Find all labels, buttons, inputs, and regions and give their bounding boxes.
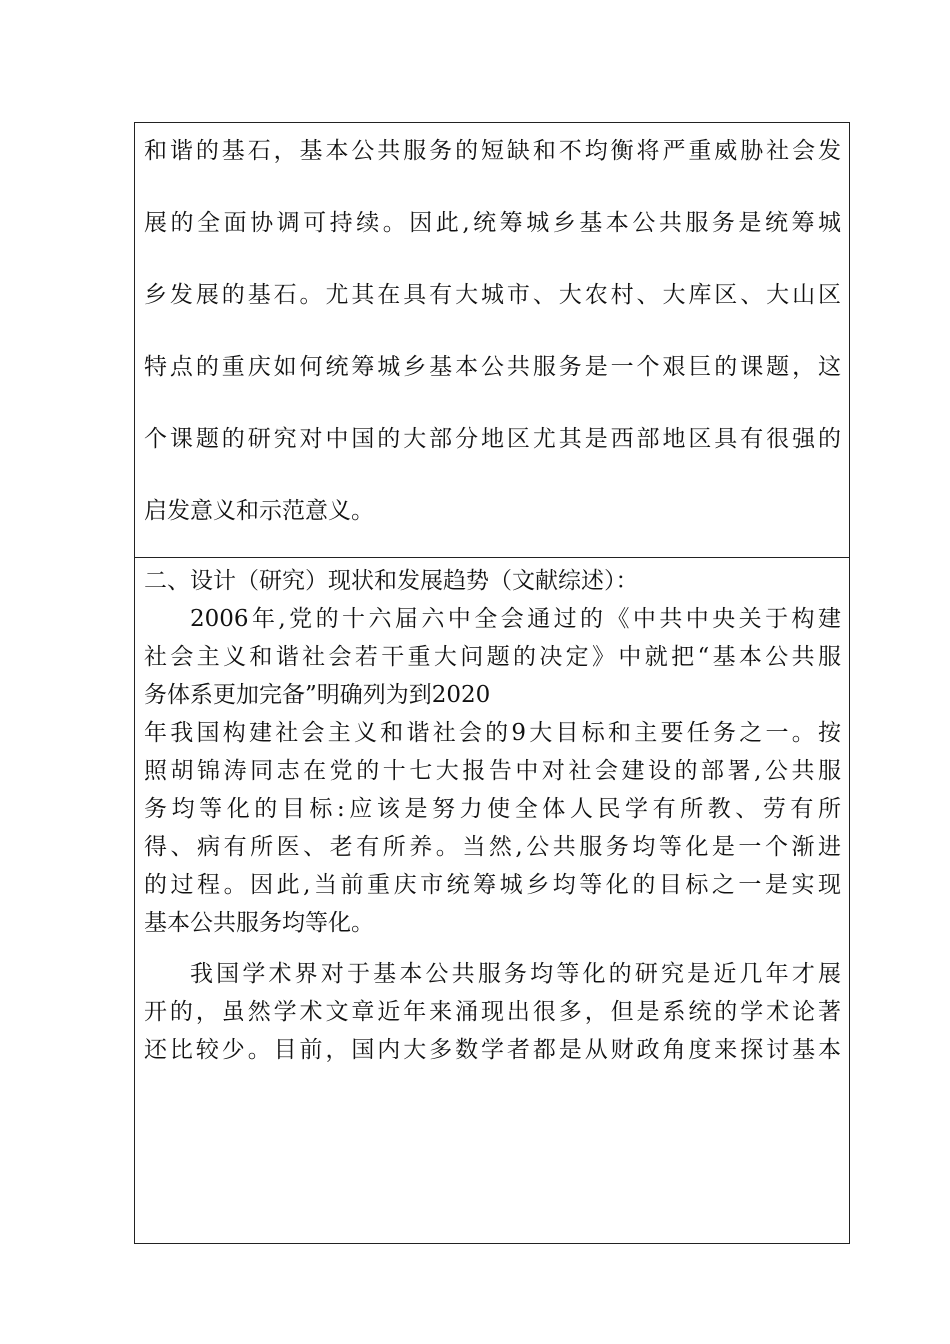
- paragraph-academic: [144, 955, 841, 1069]
- document-table: [134, 122, 850, 1244]
- text-line: 基本公共服务均等化。: [144, 910, 374, 936]
- text-line: 得、病有所医、老有所养。当然,公共服务均等化是一个渐进: [144, 834, 841, 860]
- text-line: 开的，虽然学术文章近年来涌现出很多，但是系统的学术论著: [144, 999, 841, 1025]
- table-cell-intro: [135, 123, 849, 558]
- text-line: 务均等化的目标:应该是努力使全体人民学有所教、劳有所: [144, 796, 841, 822]
- text-line: 特点的重庆如何统筹城乡基本公共服务是一个艰巨的课题，这: [144, 354, 841, 380]
- text-line: 照胡锦涛同志在党的十七大报告中对社会建设的部署,公共服: [144, 758, 841, 784]
- section-heading: 二、设计（研究）现状和发展趋势（文献综述）：: [144, 568, 639, 594]
- text-line: 和谐的基石，基本公共服务的短缺和不均衡将严重威胁社会发: [144, 138, 841, 164]
- text-line: 的过程。因此,当前重庆市统筹城乡均等化的目标之一是实现: [144, 872, 841, 898]
- text-line: 还比较少。目前，国内大多数学者都是从财政角度来探讨基本: [144, 1037, 841, 1063]
- paragraph-policy: [144, 600, 841, 942]
- text-line: 启发意义和示范意义。: [144, 498, 374, 524]
- text-line: 年我国构建社会主义和谐社会的9大目标和主要任务之一。按: [144, 720, 841, 746]
- text-line: 个课题的研究对中国的大部分地区尤其是西部地区具有很强的: [144, 426, 841, 452]
- text-line: 展的全面协调可持续。因此,统筹城乡基本公共服务是统筹城: [144, 210, 841, 236]
- text-line: 社会主义和谐社会若干重大问题的决定》中就把“基本公共服: [144, 644, 841, 670]
- text-line: 我国学术界对于基本公共服务均等化的研究是近几年才展: [190, 961, 841, 987]
- text-line: 乡发展的基石。尤其在具有大城市、大农村、大库区、大山区: [144, 282, 841, 308]
- text-line: 务体系更加完备”明确列为到2020: [144, 682, 491, 708]
- text-line: 2006年,党的十六届六中全会通过的《中共中央关于构建: [190, 606, 841, 632]
- table-cell-literature-review: [135, 558, 849, 1243]
